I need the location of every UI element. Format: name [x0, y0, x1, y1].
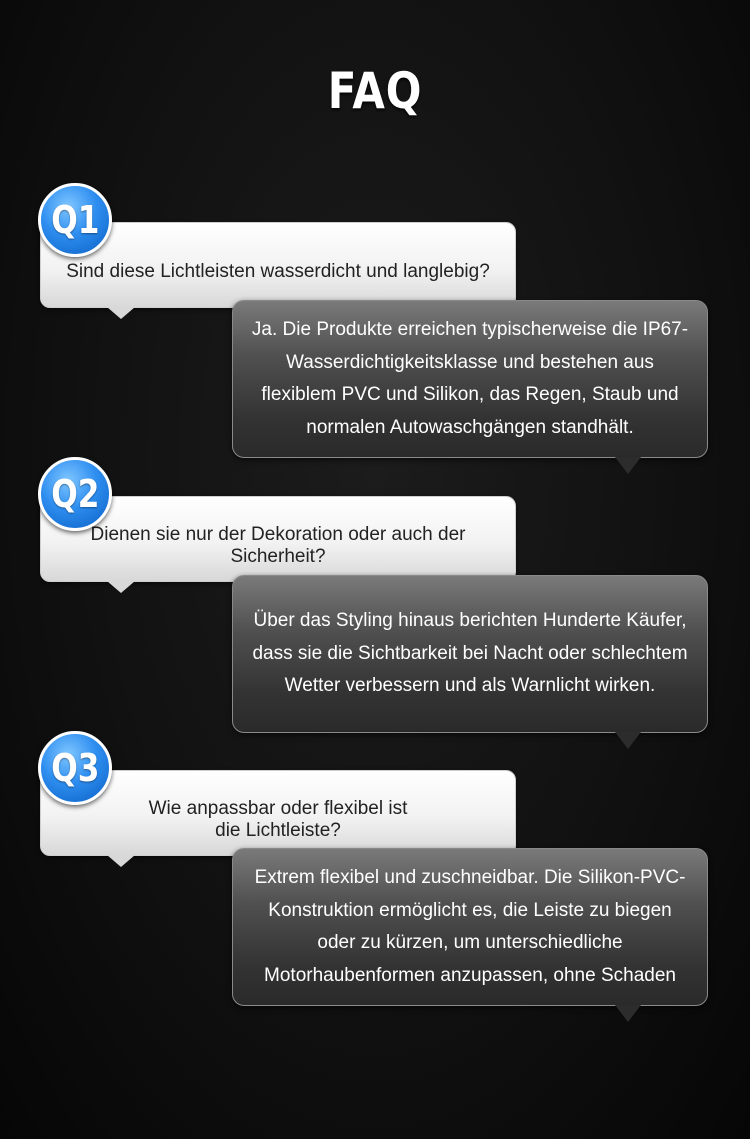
- question-text-3: Wie anpassbar oder flexibel ist die Lichtleiste?: [148, 798, 408, 841]
- question-badge-1: [38, 183, 112, 257]
- question-text-2: Dienen sie nur der Dekoration oder auch der Sicherheit?: [90, 524, 466, 567]
- question-badge-label-2: Q2: [50, 472, 100, 516]
- question-bubble-3: [40, 770, 516, 856]
- answer-text-2: Über das Styling hinaus berichten Hunderte Käufer, dass sie die Sichtbarkeit bei Nacht oder schlechtem Wetter verbessern und als Warnlicht wirken.: [252, 610, 688, 697]
- question-badge-3: [38, 731, 112, 805]
- question-badge-label-3: Q3: [50, 746, 100, 790]
- question-text-1: Sind diese Lichtleisten wasserdicht und langlebig?: [66, 261, 490, 282]
- page-title: FAQ: [327, 62, 423, 120]
- question-bubble-1: [40, 222, 516, 308]
- question-badge-label-1: Q1: [50, 198, 100, 242]
- question-badge-2: [38, 457, 112, 531]
- answer-text-1: Ja. Die Produkte erreichen typischerweise die IP67-Wasserdichtigkeitsklasse und bestehen aus flexiblem PVC und Silikon, das Regen, Staub und normalen Autowaschgängen standhält.: [251, 319, 689, 438]
- answer-bubble-3: [232, 848, 708, 1006]
- answer-text-3: Extrem flexibel und zuschneidbar. Die Silikon-PVC-Konstruktion ermöglicht es, die Leiste zu biegen oder zu kürzen, um unterschiedliche Motorhaubenformen anzupassen, ohne Schaden: [254, 867, 686, 986]
- question-bubble-2: [40, 496, 516, 582]
- answer-bubble-2: [232, 575, 708, 733]
- answer-bubble-1: [232, 300, 708, 458]
